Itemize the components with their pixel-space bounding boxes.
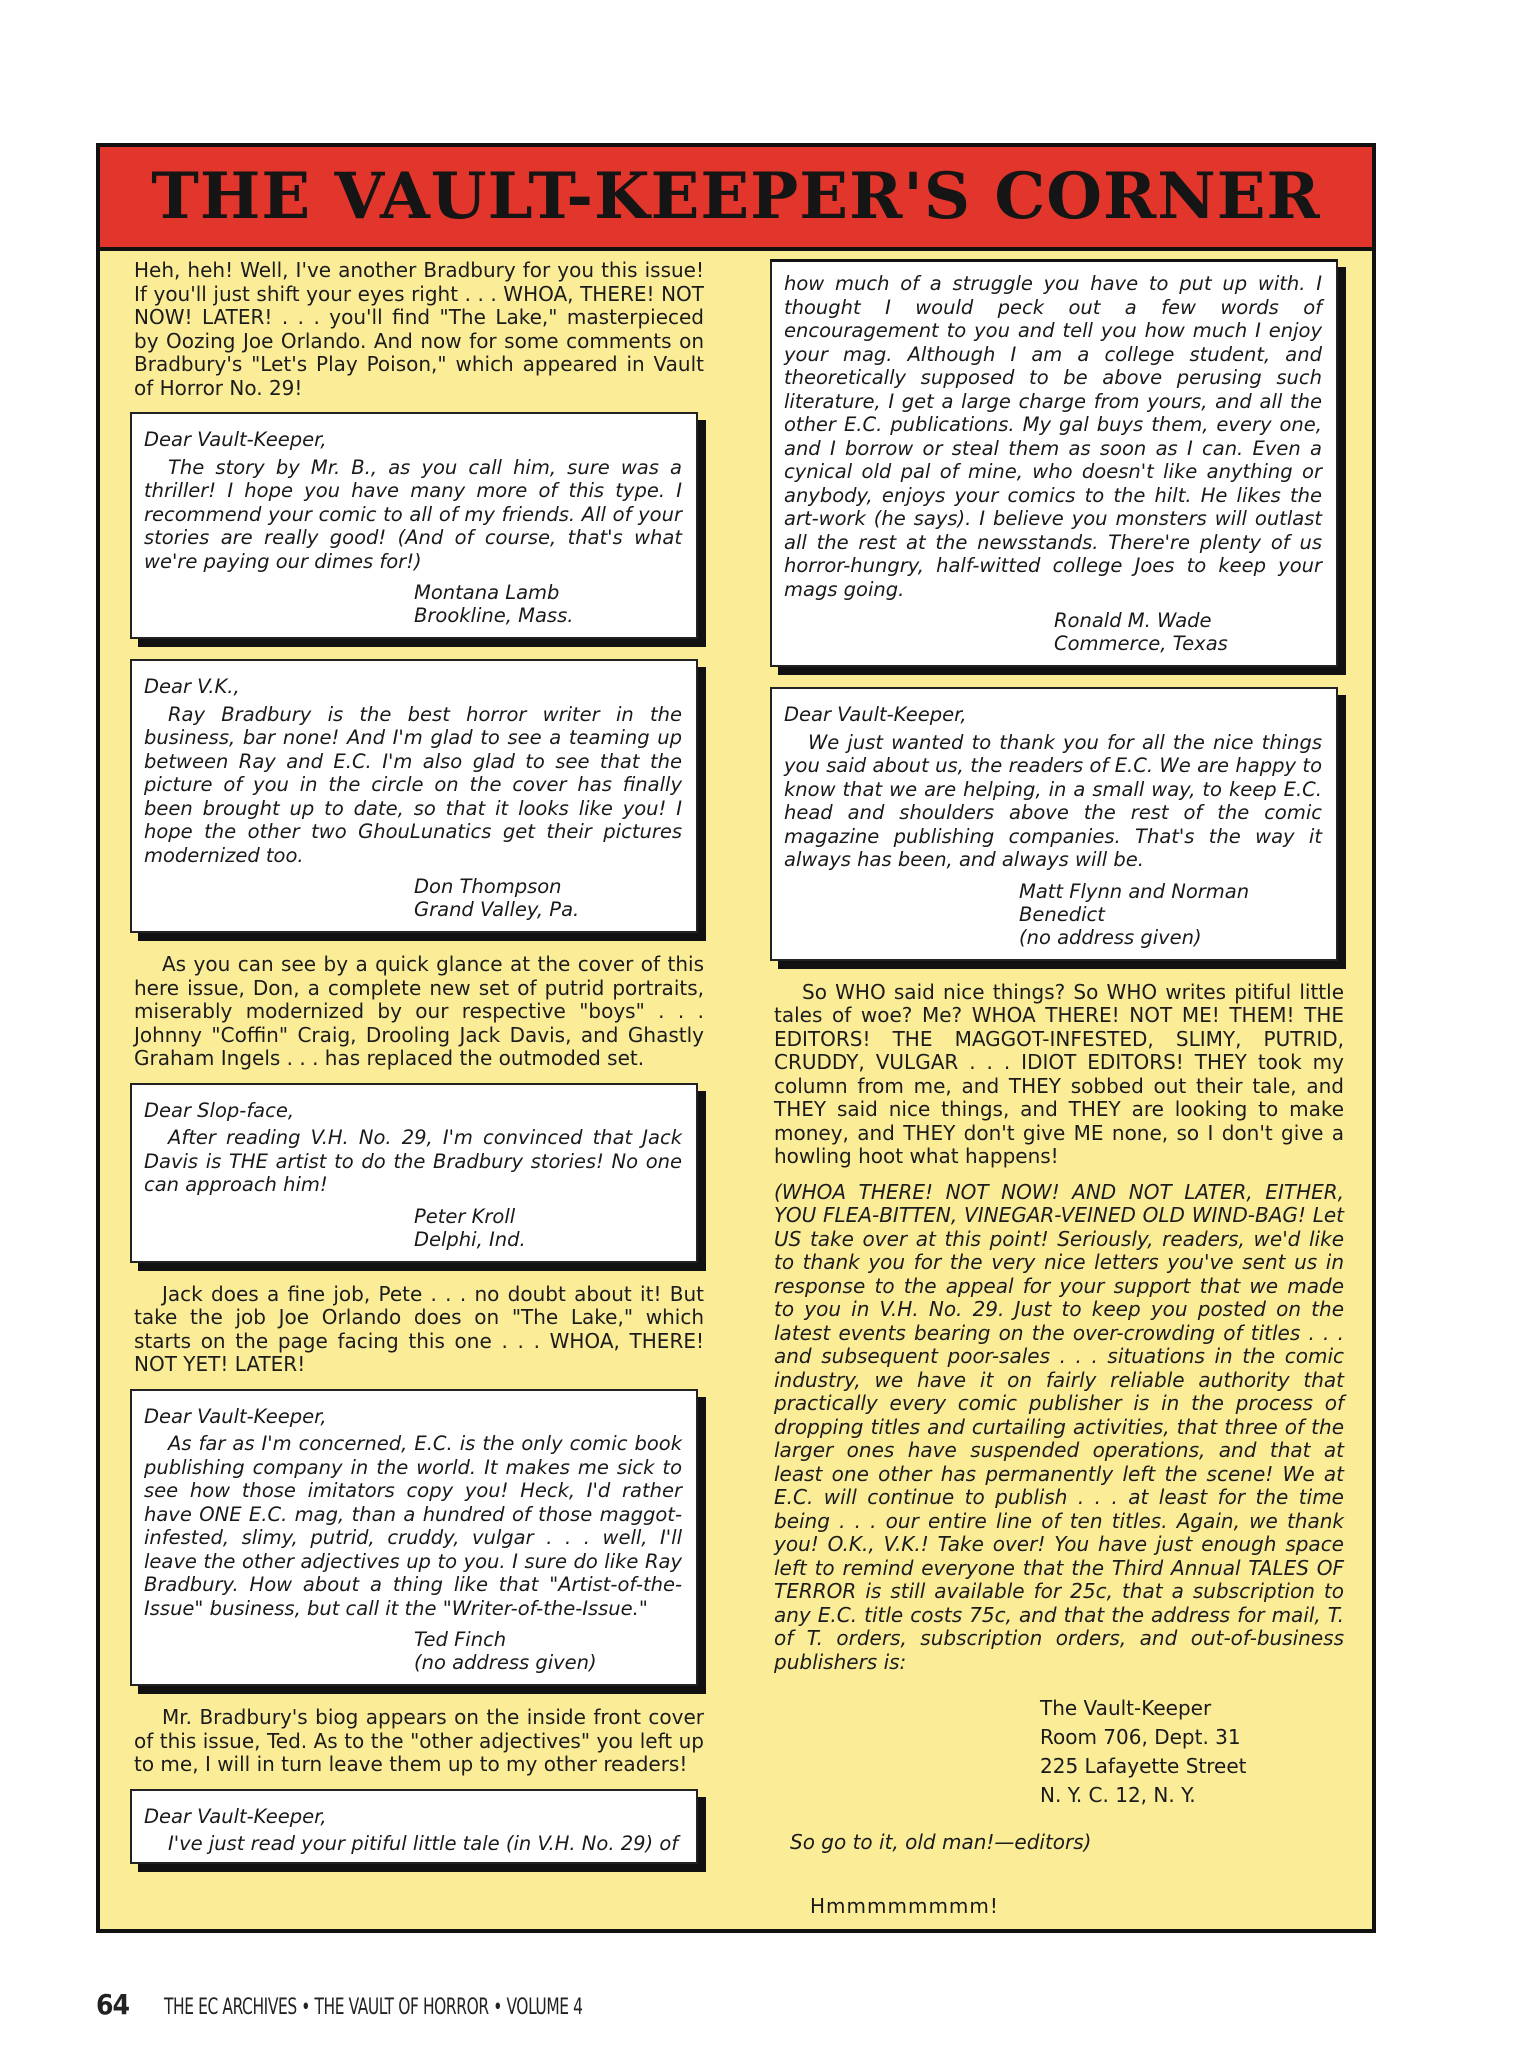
- letter-body: how much of a struggle you have to put up with. I thought I would peck out a few words of encouragement to you and tell you how much I enjoy your mag. Although I am a college student, and theoretically supposed to be above perusing such literature, I get a large charge from yours, and all the other E.C. publications. My gal buys them, every one, and I borrow or steal them as soon as I can. Even a cynical old pal of mine, who doesn't like anything or anybody, enjoys your comics to the hilt. He likes the art-work (he says). I believe you monsters will outlast all the rest at the newsstands. There're plenty of us horror-hungry, half-witted college Joes to keep your mags going.: [784, 272, 1322, 601]
- right-column: [760, 259, 1360, 1918]
- letter-salutation: Dear Vault-Keeper,: [144, 428, 327, 451]
- letter-peter-kroll: [130, 1083, 698, 1263]
- reply-to-don: As you can see by a quick glance at the cover of this here issue, Don, a complete new set of putrid portraits, miserably modernized by our respective "boys" . . . Johnny "Coffin" Craig, Drooling Jack Davis, and Ghastly Graham Ingels . . . has replaced the outmoded set.: [134, 952, 704, 1070]
- footer-text: THE EC ARCHIVES • THE VAULT OF HORROR • VOLUME 4: [163, 1995, 583, 2020]
- letter-body: I've just read your pitiful little tale (in V.H. No. 29) of: [168, 1832, 679, 1855]
- editors-note: (WHOA THERE! NOT NOW! AND NOT LATER, EITHER, YOU FLEA-BITTEN, VINEGAR-VEINED OLD WIND-BAG! Let US take over at this point! Seriously, readers, we'd like to thank you for the very nice letters you've sent us in response to the appeal for your support that we made to you in V.H. No. 29. Just to keep you posted on the latest events bearing on the over-crowding of titles . . . and subsequent poor-sales . . . situations in the comic industry, we have it on fairly reliable authority that practically every comic publisher is in the process of dropping titles and curtailing activities, that three of the larger ones have suspended operations, and that at least one other has permanently left the scene! We at E.C. will continue to publish . . . at least for the time being . . . our entire line of ten titles. Again, we thank you! O.K., V.K.! Take over! You have just enough space left to remind everyone that the Third Annual TALES OF TERROR is still available for 25c, that a subscription to any E.C. title costs 75c, and that the address for mail, T. of T. orders, subscription orders, and out-of-business publishers is:: [774, 1179, 1344, 1674]
- reply-to-ted: Mr. Bradbury's biog appears on the inside front cover of this issue, Ted. As to the "other adjectives" you left up to me, I will in turn leave them up to my other readers!: [134, 1705, 704, 1776]
- vault-keepers-corner-panel: [96, 143, 1376, 1933]
- letter-ronald-wade-start: [130, 1789, 698, 1864]
- page-title: THE VAULT-KEEPER'S CORNER: [151, 159, 1321, 234]
- signature-place: Commerce, Texas: [1054, 632, 1228, 655]
- letter-ronald-wade-continued: [770, 259, 1338, 667]
- letter-body: As far as I'm concerned, E.C. is the only comic book publishing company in the world. It makes me sick to see how those imitators copy you! Heck, I'd rather have ONE E.C. mag, than a hundred of those maggot-infested, slimy, putrid, cruddy, vulgar . . . well, I'll leave the other adjectives up to you. I sure do like Ray Bradbury. How about a thing like that "Artist-of-the-Issue" business, but call it the "Writer-of-the-Issue.": [144, 1432, 682, 1620]
- letter-salutation: Dear Vault-Keeper,: [784, 703, 967, 726]
- letter-body: Ray Bradbury is the best horror writer in the business, bar none! And I'm glad to see a teaming up between Ray and E.C. I'm also glad to see that the picture of you in the circle on the cover has finally been brought up to date, so that it looks like you! I hope the other two GhouLunatics get their pictures modernized too.: [144, 702, 682, 867]
- page-number: 64: [96, 1988, 130, 2021]
- letter-montana-lamb: [130, 412, 698, 639]
- editors-signoff: So go to it, old man!—editors): [790, 1830, 1092, 1854]
- intro-paragraph: Heh, heh! Well, I've another Bradbury for you this issue! If you'll just shift your eyes right . . . WHOA, THERE! NOT NOW! LATER! . . . you'll find "The Lake," masterpieced by Oozing Joe Orlando. And now for some comments on Bradbury's "Let's Play Poison," which appeared in Vault of Horror No. 29!: [134, 258, 704, 400]
- letter-signature: [1019, 880, 1322, 949]
- signature-name: Ronald M. Wade: [1054, 609, 1212, 632]
- letter-body: We just wanted to thank you for all the nice things you said about us, the readers of E.C. We are happy to know that we are helping, in a small way, to keep E.C. head and shoulders above the rest of the comic magazine publishing companies. That's the way it always has been, and always will be.: [784, 730, 1322, 871]
- letter-salutation: Dear Vault-Keeper,: [144, 1404, 327, 1428]
- address-line: The Vault-Keeper: [1040, 1696, 1212, 1720]
- column-header: [100, 147, 1372, 251]
- letter-ted-finch: [130, 1389, 698, 1687]
- vault-keeper-reply: So WHO said nice things? So WHO writes pitiful little tales of woe? Me? WHOA THERE! NOT ME! THEM! THE EDITORS! THE MAGGOT-INFESTED, SLIMY, PUTRID, CRUDDY, VULGAR . . . IDIOT EDITORS! THEY took my column from me, and THEY sobbed out their tale, and THEY said nice things, and THEY are looking to make money, and THEY don't give ME none, so I don't give a howling hoot what happens!: [774, 979, 1344, 1168]
- letter-signature: [414, 875, 682, 921]
- left-column: [120, 259, 720, 1864]
- signature-place: Grand Valley, Pa.: [414, 898, 580, 921]
- reply-to-pete: Jack does a fine job, Pete . . . no doubt about it! But take the job Joe Orlando does on "The Lake," which starts on the page facing this one . . . WHOA, THERE! NOT YET! LATER!: [134, 1281, 704, 1376]
- signature-place: (no address given): [414, 1651, 597, 1674]
- signature-place: Brookline, Mass.: [414, 604, 574, 627]
- letter-signature: [414, 581, 682, 627]
- letter-signature: [414, 1205, 682, 1251]
- address-line: 225 Lafayette Street: [1040, 1754, 1247, 1778]
- address-line: N. Y. C. 12, N. Y.: [1040, 1783, 1196, 1807]
- mailing-address: [1040, 1694, 1360, 1810]
- signature-name: Ted Finch: [414, 1628, 507, 1651]
- vault-keeper-hmm: Hmmmmmmmm!: [810, 1894, 999, 1918]
- letter-flynn-benedict: [770, 687, 1338, 961]
- letter-salutation: Dear Slop-face,: [144, 1098, 295, 1122]
- letter-body: The story by Mr. B., as you call him, sure was a thriller! I hope you have many more of this type. I recommend your comic to all of my friends. All of your stories are really good! (And of course, that's what we're paying our dimes for!): [144, 455, 682, 573]
- signature-name: Don Thompson: [414, 875, 562, 898]
- letter-salutation: Dear V.K.,: [144, 675, 240, 698]
- address-line: Room 706, Dept. 31: [1040, 1725, 1241, 1749]
- signature-name: Matt Flynn and Norman Benedict: [1019, 879, 1250, 926]
- signature-place: Delphi, Ind.: [414, 1227, 526, 1251]
- letter-signature: [414, 1628, 682, 1674]
- signature-place: (no address given): [1019, 925, 1202, 949]
- page-footer: [96, 1988, 700, 2021]
- signature-name: Peter Kroll: [414, 1204, 516, 1228]
- letter-don-thompson: [130, 659, 698, 933]
- signature-name: Montana Lamb: [414, 581, 560, 604]
- letter-signature: [1054, 609, 1322, 655]
- letter-body: After reading V.H. No. 29, I'm convinced that Jack Davis is THE artist to do the Bradbury stories! No one can approach him!: [144, 1126, 682, 1196]
- letter-salutation: Dear Vault-Keeper,: [144, 1804, 327, 1828]
